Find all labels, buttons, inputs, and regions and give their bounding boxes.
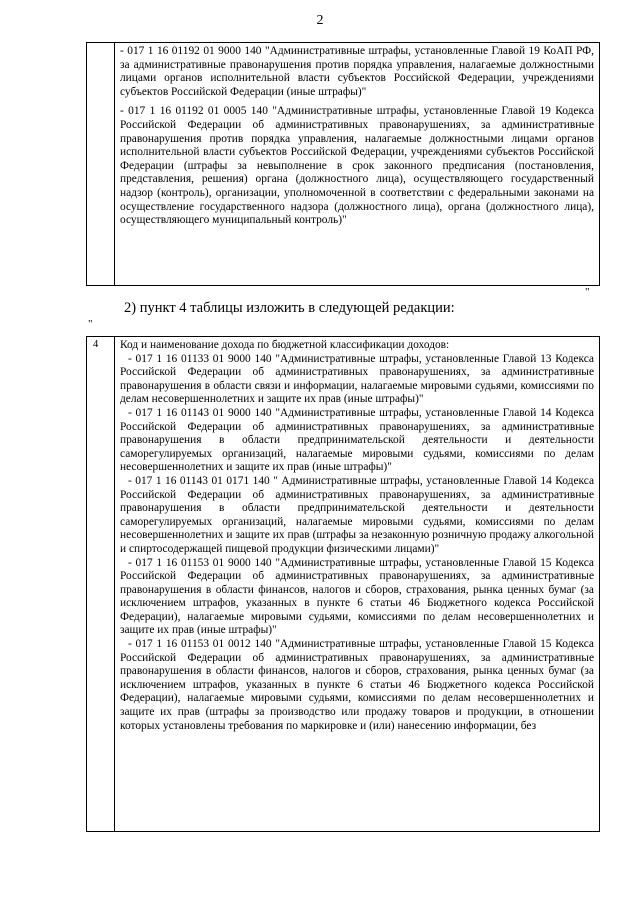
closing-quote-mark: " [585,286,590,298]
income-code-paragraph: - 017 1 16 01192 01 0005 140 "Административные штрафы, установленные Главой 19 Кодекса Российской Федерации об административных правонарушениях, за административные правонарушения против порядка управления, налагаемые должностными лицами органов исполнительной власти субъектов Российской Федерации, учреждениями субъектов Российской Федерации (штрафы за невыполнение в срок законного предписания (постановления, представления, решения) органа (должностного лица), осуществляющего государственный надзор (контроль), организации, уполномоченной в соответствии с федеральными законами на осуществление государственного надзора (должностного лица), органа (должностного лица), осуществляющего муниципальный контроль)" [120,105,594,227]
income-code-paragraph: - 017 1 16 01153 01 9000 140 "Административные штрафы, установленные Главой 15 Кодекса Российской Федерации об административных правонарушениях, за административные правонарушения в области финансов, налогов и сборов, страхования, рынка ценных бумаг (за исключением штрафов, указанных в пункте 6 статьи 46 Бюджетного кодекса Российской Федерации), налагаемые мировыми судьями, комиссиями по делам несовершеннолетних и защите их прав (иные штрафы)" [120,556,594,637]
row-text-cell [115,43,600,286]
amendment-instruction: 2) пункт 4 таблицы изложить в следующей редакции: [124,300,455,316]
income-code-paragraph: - 017 1 16 01192 01 9000 140 "Административные штрафы, установленные Главой 19 КоАП РФ, за административные правонарушения против порядка управления, налагаемые должностными лицами органов исполнительной власти субъектов Российской Федерации, учреждениями субъектов Российской Федерации (иные штрафы)" [120,45,594,98]
page-number: 2 [316,13,324,28]
income-code-paragraph: - 017 1 16 01143 01 0171 140 " Административные штрафы, установленные Главой 14 Кодекса Российской Федерации об административных правонарушениях, за административные правонарушения в области предпринимательской деятельности и деятельности саморегулируемых организаций, налагаемые мировыми судьями, комиссиями по делам несовершеннолетних и защите их прав (штрафы за незаконную розничную продажу алкогольной и спиртосодержащей пищевой продукции физическими лицами)" [120,474,594,555]
income-code-paragraph: - 017 1 16 01153 01 0012 140 "Административные штрафы, установленные Главой 15 Кодекса Российской Федерации об административных правонарушениях, за административные правонарушения в области финансов, налогов и сборов, страхования, рынка ценных бумаг (за исключением штрафов, указанных в пункте 6 статьи 46 Бюджетного кодекса Российской Федерации), налагаемые мировыми судьями, комиссиями по делам несовершеннолетних и защите их прав (штрафы за производство или продажу товаров и продукции, в отношении которых установлены требования по маркировке и (или) нанесению информации, без [120,638,594,732]
income-code-paragraph: - 017 1 16 01143 01 9000 140 "Административные штрафы, установленные Главой 14 Кодекса Российской Федерации об административных правонарушениях, за административные правонарушения в области предпринимательской деятельности и деятельности саморегулируемых организаций, налагаемые мировыми судьями, комиссиями по делам несовершеннолетних и защите их прав (иные штрафы)" [120,406,594,474]
income-codes-table-item-4 [86,336,600,832]
opening-quote-mark: " [88,318,93,330]
row-number-cell [87,43,115,286]
row-number-cell: 4 [87,337,115,832]
income-code-paragraph: - 017 1 16 01133 01 9000 140 "Административные штрафы, установленные Главой 13 Кодекса Российской Федерации об административных правонарушениях, за административные правонарушения в области связи и информации, налагаемые мировыми судьями, комиссиями по делам несовершеннолетних и защите их прав (иные штрафы)" [120,352,594,406]
table-heading: Код и наименование дохода по бюджетной классификации доходов: [120,339,450,351]
income-codes-table-continued [86,42,600,286]
row-text-cell [115,337,600,832]
table-row [87,43,600,286]
table-row [87,337,600,832]
